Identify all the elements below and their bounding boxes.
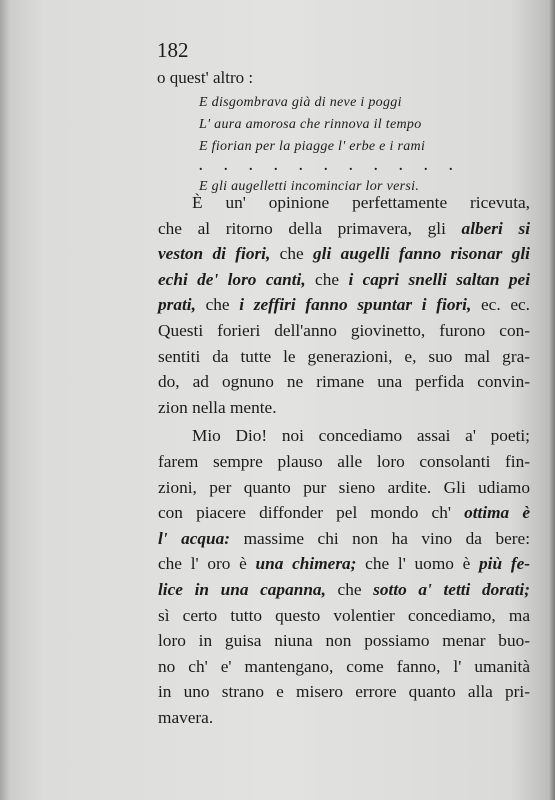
- page-number: 182: [157, 38, 189, 62]
- text-line: [158, 526, 530, 552]
- emphasis-text: echi de' loro canti,: [158, 269, 306, 289]
- text-line: no ch' e' mantengano, come fanno, l' umanità: [158, 656, 530, 676]
- text-segment: che: [325, 579, 374, 599]
- text-segment: che: [305, 269, 349, 289]
- text-line: in uno strano e misero errore quanto alla pri-: [158, 682, 530, 702]
- text-segment: ec. ec.: [471, 295, 531, 315]
- text-line: Mio Dio! noi concediamo assai a' poeti;: [192, 426, 530, 446]
- text-line: [158, 216, 530, 242]
- text-line: do, ad ognuno ne rimane una perfida convin-: [158, 372, 530, 392]
- poem-line: E gli augelletti incominciar lor versi.: [199, 179, 420, 194]
- poem-line: E disgombrava già di neve i poggi: [199, 95, 402, 110]
- emphasis-text: l' acqua:: [158, 528, 231, 548]
- emphasis-text: gli augelli fanno risonar gli: [313, 244, 530, 264]
- text-line: farem sempre plauso alle loro consolanti fin-: [158, 451, 530, 471]
- poem-ellipsis: . . . . . . . . . . .: [199, 159, 462, 174]
- text-line: [158, 551, 530, 577]
- text-line: zion nella mente.: [158, 397, 277, 417]
- emphasis-text: più fe-: [479, 554, 530, 574]
- text-line: sentiti da tutte le generazioni, e, suo mal gra-: [158, 346, 530, 366]
- paragraph-1: [158, 190, 530, 420]
- text-line: sì certo tutto questo volentier concediamo, ma: [158, 605, 530, 625]
- text-line: mavera.: [158, 707, 214, 727]
- poem-line: E fiorian per la piagge l' erbe e i rami: [199, 139, 426, 154]
- text-line: [158, 500, 530, 526]
- emphasis-text: lice in una capanna,: [158, 579, 326, 599]
- text-line: [158, 577, 530, 603]
- text-line: zioni, per quanto pur sieno ardite. Gli udiamo: [158, 477, 530, 497]
- text-line: loro in guisa niuna non possiamo menar buo-: [158, 631, 530, 651]
- emphasis-text: i zeffiri fanno spuntar i fiori,: [239, 295, 472, 315]
- text-segment: massime chi non ha vino da bere:: [230, 528, 530, 548]
- text-line: [158, 190, 530, 216]
- text-segment: che l' uomo è: [356, 554, 480, 574]
- text-segment: che: [195, 295, 240, 315]
- binding-shadow: [0, 0, 10, 800]
- text-segment: che l' oro è: [158, 554, 256, 574]
- emphasis-text: una chimera;: [255, 554, 357, 574]
- emphasis-text: i capri snelli saltan pei: [348, 269, 530, 289]
- text-segment: con piacere diffonder pel mondo ch': [158, 503, 451, 523]
- text-segment: che al ritorno della primavera, gli: [158, 218, 446, 238]
- text-segment: che: [270, 244, 313, 264]
- emphasis-text: veston di fiori,: [158, 244, 271, 264]
- emphasis-text: ottima è: [450, 503, 530, 523]
- emphasis-text: sotto a' tetti dorati;: [373, 579, 530, 599]
- text-line: Questi forieri dell'anno giovinetto, furono con-: [158, 320, 530, 340]
- body-text: [158, 190, 530, 730]
- paragraph-2: [158, 423, 530, 730]
- emphasis-text: alberi si: [461, 218, 530, 238]
- text-line: [158, 292, 530, 318]
- text-line: [158, 267, 530, 293]
- poem-quote: [199, 92, 462, 198]
- intro-line: o quest' altro :: [157, 68, 254, 87]
- text-segment: È un' opinione perfettamente ricevuta,: [192, 193, 530, 212]
- emphasis-text: prati,: [158, 295, 196, 315]
- page-edge-shadow: [549, 0, 555, 800]
- text-line: [158, 241, 530, 267]
- poem-line: L' aura amorosa che rinnova il tempo: [199, 117, 422, 132]
